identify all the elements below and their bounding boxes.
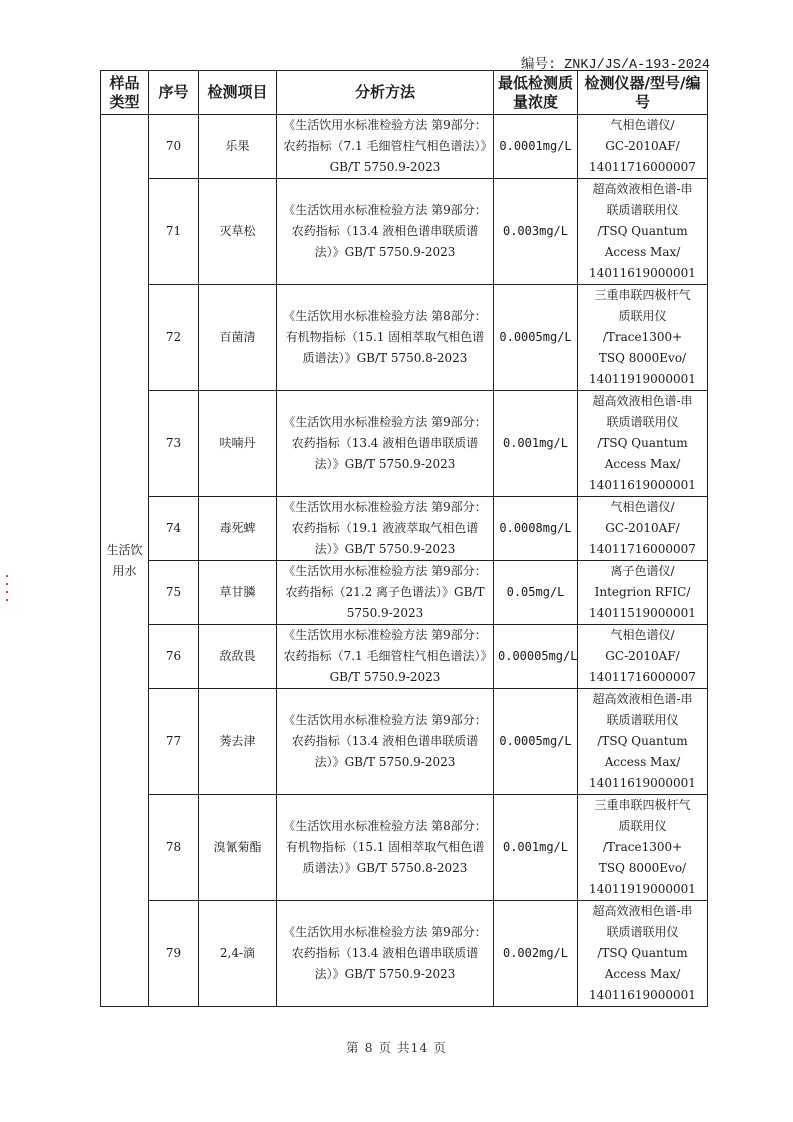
table-row (101, 285, 708, 391)
instrument-cell (578, 901, 708, 1007)
table-row (101, 625, 708, 689)
instrument-line: GC-2010AF/ (605, 649, 680, 663)
instrument-line: 14011919000001 (589, 372, 696, 386)
table-row (101, 497, 708, 561)
instrument-line: 气相色谱仪/ (610, 118, 675, 132)
analysis-method: 《生活饮用水标准检验方法 第9部分：农药指标（7.1 毛细管柱气相色谱法）》GB/T 5750.9-2023 (277, 115, 494, 179)
edge-stamp-mark (6, 575, 9, 609)
instrument-line: Access Max/ (604, 755, 681, 769)
min-detection-concentration: 0.0001mg/L (494, 115, 578, 179)
instrument-line: 14011919000001 (589, 882, 696, 896)
instrument-line: 气相色谱仪/ (610, 500, 675, 514)
analysis-method: 《生活饮用水标准检验方法 第8部分：有机物指标（15.1 固相萃取气相色谱质谱法）》GB/T 5750.8-2023 (277, 285, 494, 391)
analysis-method: 《生活饮用水标准检验方法 第9部分：农药指标（13.4 液相色谱串联质谱法）》GB/T 5750.9-2023 (277, 901, 494, 1007)
instrument-line: 超高效液相色谱-串 (592, 182, 693, 196)
analysis-method: 《生活饮用水标准检验方法 第9部分：农药指标（7.1 毛细管柱气相色谱法）》GB/T 5750.9-2023 (277, 625, 494, 689)
row-number: 70 (149, 115, 199, 179)
table-row (101, 795, 708, 901)
min-detection-concentration: 0.05mg/L (494, 561, 578, 625)
instrument-line: 联质谱联用仪 (606, 925, 679, 939)
instrument-line: TSQ 8000Evo/ (598, 351, 687, 365)
table-row (101, 901, 708, 1007)
header-sample-type: 样品类型 (101, 71, 149, 115)
instrument-line: 14011619000001 (589, 988, 696, 1002)
instrument-line: /TSQ Quantum (597, 436, 688, 450)
test-item: 莠去津 (199, 689, 277, 795)
min-detection-concentration: 0.001mg/L (494, 795, 578, 901)
analysis-method: 《生活饮用水标准检验方法 第9部分：农药指标（13.4 液相色谱串联质谱法）》GB/T 5750.9-2023 (277, 391, 494, 497)
instrument-line: Access Max/ (604, 967, 681, 981)
min-detection-concentration: 0.0005mg/L (494, 285, 578, 391)
instrument-line: 质联用仪 (618, 309, 667, 323)
instrument-line: 14011619000001 (589, 266, 696, 280)
instrument-line: /Trace1300+ (602, 330, 683, 344)
instrument-line: 超高效液相色谱-串 (592, 394, 693, 408)
header-method: 分析方法 (277, 71, 494, 115)
row-number: 75 (149, 561, 199, 625)
analysis-method: 《生活饮用水标准检验方法 第9部分：农药指标（21.2 离子色谱法）》GB/T 5750.9-2023 (277, 561, 494, 625)
row-number: 79 (149, 901, 199, 1007)
instrument-cell (578, 561, 708, 625)
row-number: 76 (149, 625, 199, 689)
instrument-cell (578, 625, 708, 689)
instrument-line: 三重串联四极杆气 (594, 798, 691, 812)
instrument-line: /TSQ Quantum (597, 734, 688, 748)
instrument-line: GC-2010AF/ (605, 521, 680, 535)
instrument-line: 14011716000007 (589, 160, 696, 174)
analysis-method: 《生活饮用水标准检验方法 第8部分：有机物指标（15.1 固相萃取气相色谱质谱法）》GB/T 5750.8-2023 (277, 795, 494, 901)
header-no: 序号 (149, 71, 199, 115)
instrument-line: 14011716000007 (589, 670, 696, 684)
min-detection-concentration: 0.001mg/L (494, 391, 578, 497)
instrument-line: 超高效液相色谱-串 (592, 904, 693, 918)
instrument-line: /TSQ Quantum (597, 946, 688, 960)
instrument-cell (578, 115, 708, 179)
instrument-line: 14011619000001 (589, 478, 696, 492)
table-row (101, 391, 708, 497)
table-row (101, 561, 708, 625)
table-row (101, 115, 708, 179)
min-detection-concentration: 0.00005mg/L (494, 625, 578, 689)
row-number: 72 (149, 285, 199, 391)
instrument-cell (578, 497, 708, 561)
header-item: 检测项目 (199, 71, 277, 115)
min-detection-concentration: 0.0008mg/L (494, 497, 578, 561)
table-row (101, 179, 708, 285)
instrument-line: 联质谱联用仪 (606, 713, 679, 727)
test-item: 溴氰菊酯 (199, 795, 277, 901)
instrument-cell (578, 285, 708, 391)
instrument-line: Access Max/ (604, 457, 681, 471)
row-number: 71 (149, 179, 199, 285)
instrument-line: 超高效液相色谱-串 (592, 692, 693, 706)
instrument-line: 质联用仪 (618, 819, 667, 833)
table-row (101, 689, 708, 795)
header-instrument: 检测仪器/型号/编号 (578, 71, 708, 115)
instrument-line: 联质谱联用仪 (606, 415, 679, 429)
table-header-row (101, 71, 708, 115)
instrument-line: 三重串联四极杆气 (594, 288, 691, 302)
instrument-cell (578, 689, 708, 795)
page-footer: 第 8 页 共14 页 (346, 1040, 447, 1055)
instrument-line: Access Max/ (604, 245, 681, 259)
instrument-line: /TSQ Quantum (597, 224, 688, 238)
instrument-line: Integrion RFIC/ (594, 585, 691, 599)
test-item: 灭草松 (199, 179, 277, 285)
row-number: 73 (149, 391, 199, 497)
instrument-line: TSQ 8000Evo/ (598, 861, 687, 875)
instrument-line: 气相色谱仪/ (610, 628, 675, 642)
test-item: 百菌清 (199, 285, 277, 391)
min-detection-concentration: 0.003mg/L (494, 179, 578, 285)
instrument-cell (578, 179, 708, 285)
test-item: 2,4-滴 (199, 901, 277, 1007)
document-code: 编号: ZNKJ/JS/A-193-2024 (520, 58, 710, 73)
test-item: 敌敌畏 (199, 625, 277, 689)
instrument-line: GC-2010AF/ (605, 139, 680, 153)
sample-type-cell: 生活饮用水 (101, 115, 149, 1007)
test-item: 乐果 (199, 115, 277, 179)
test-item: 草甘膦 (199, 561, 277, 625)
row-number: 78 (149, 795, 199, 901)
min-detection-concentration: 0.002mg/L (494, 901, 578, 1007)
test-item: 呋喃丹 (199, 391, 277, 497)
instrument-line: 14011619000001 (589, 776, 696, 790)
analysis-method: 《生活饮用水标准检验方法 第9部分：农药指标（19.1 液液萃取气相色谱法）》GB/T 5750.9-2023 (277, 497, 494, 561)
row-number: 77 (149, 689, 199, 795)
min-detection-concentration: 0.0005mg/L (494, 689, 578, 795)
instrument-cell (578, 391, 708, 497)
test-items-table (100, 70, 708, 1007)
instrument-line: /Trace1300+ (602, 840, 683, 854)
analysis-method: 《生活饮用水标准检验方法 第9部分：农药指标（13.4 液相色谱串联质谱法）》GB/T 5750.9-2023 (277, 179, 494, 285)
analysis-method: 《生活饮用水标准检验方法 第9部分：农药指标（13.4 液相色谱串联质谱法）》GB/T 5750.9-2023 (277, 689, 494, 795)
test-item: 毒死蜱 (199, 497, 277, 561)
instrument-line: 离子色谱仪/ (610, 564, 675, 578)
row-number: 74 (149, 497, 199, 561)
instrument-line: 14011716000007 (589, 542, 696, 556)
header-min-conc: 最低检测质量浓度 (494, 71, 578, 115)
instrument-line: 联质谱联用仪 (606, 203, 679, 217)
instrument-line: 14011519000001 (589, 606, 696, 620)
instrument-cell (578, 795, 708, 901)
